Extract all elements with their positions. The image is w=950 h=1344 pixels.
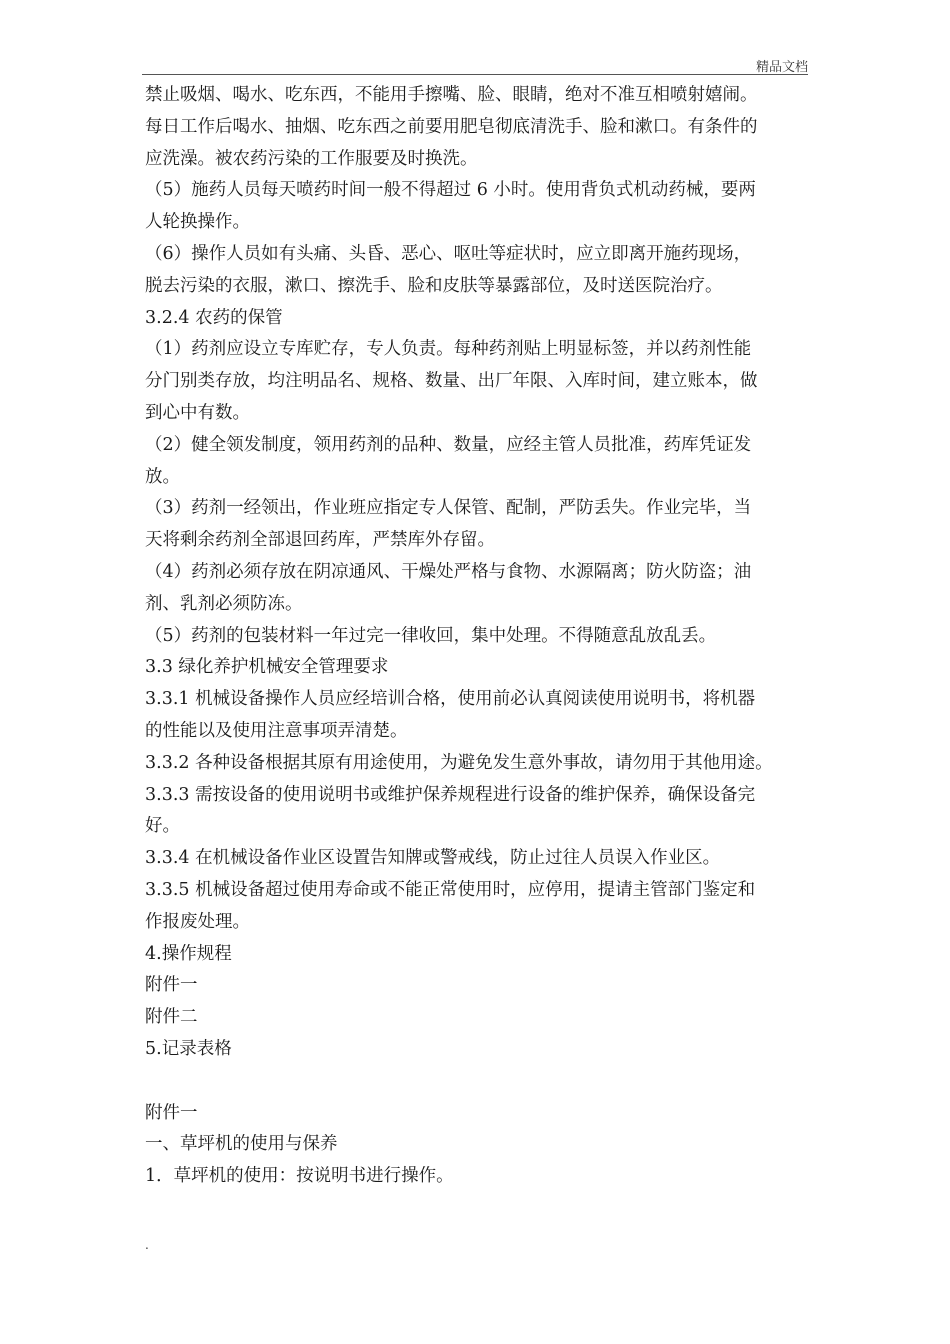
text-line: 3.2.4 农药的保管 (145, 307, 283, 328)
text-line: （5）药剂的包装材料一年过完一律收回，集中处理。不得随意乱放乱丢。 (145, 625, 717, 646)
page-header-label: 精品文档 (755, 60, 808, 75)
text-line: 4.操作规程 (145, 943, 232, 964)
text-line: 一、草坪机的使用与保养 (145, 1134, 338, 1155)
text-line: 5.记录表格 (145, 1038, 232, 1059)
text-line: 附件一 (145, 1102, 198, 1123)
text-line: 3.3.1 机械设备操作人员应经培训合格，使用前必认真阅读使用说明书，将机器 (145, 689, 756, 710)
text-line: 附件一 (145, 975, 198, 996)
text-line: 分门别类存放，均注明品名、规格、数量、出厂年限、入库时间，建立账本，做 (145, 371, 758, 392)
text-line: （3）药剂一经领出，作业班应指定专人保管、配制，严防丢失。作业完毕，当 (145, 498, 752, 519)
text-line: （5）施药人员每天喷药时间一般不得超过 6 小时。使用背负式机动药械，要两 (145, 180, 756, 201)
text-line: 3.3.4 在机械设备作业区设置告知牌或警戒线，防止过往人员误入作业区。 (145, 848, 721, 869)
text-line: 3.3.5 机械设备超过使用寿命或不能正常使用时，应停用，提请主管部门鉴定和 (145, 879, 756, 900)
text-line: 作报废处理。 (145, 911, 250, 932)
text-line: 剂、乳剂必须防冻。 (145, 593, 303, 614)
document-body (145, 80, 813, 1193)
text-line: 附件二 (145, 1007, 198, 1028)
text-line: 应洗澡。被农药污染的工作服要及时换洗。 (145, 148, 478, 169)
text-line: 的性能以及使用注意事项弄清楚。 (145, 720, 408, 741)
text-line: 3.3.3 需按设备的使用说明书或维护保养规程进行设备的维护保养，确保设备完 (145, 784, 756, 805)
text-line: （2）健全领发制度，领用药剂的品种、数量，应经主管人员批准，药库凭证发 (145, 434, 752, 455)
text-line: 禁止吸烟、喝水、吃东西，不能用手擦嘴、脸、眼睛，绝对不准互相喷射嬉闹。 (145, 85, 758, 105)
text-line: 到心中有数。 (145, 402, 250, 423)
text-line: 3.3 绿化养护机械安全管理要求 (145, 657, 389, 678)
text-line: （1）药剂应设立专库贮存，专人负责。每种药剂贴上明显标签，并以药剂性能 (145, 339, 752, 360)
text-line (145, 1066, 813, 1098)
text-line: 放。 (145, 466, 180, 487)
text-line: 3.3.2 各种设备根据其原有用途使用，为避免发生意外事故，请勿用于其他用途。 (145, 752, 773, 773)
text-line: （4）药剂必须存放在阴凉通风、干燥处严格与食物、水源隔离；防火防盗；油 (145, 561, 752, 582)
text-line: 每日工作后喝水、抽烟、吃东西之前要用肥皂彻底清洗手、脸和漱口。有条件的 (145, 116, 758, 137)
footer-mark: . (145, 1238, 149, 1252)
text-line: （6）操作人员如有头痛、头昏、恶心、呕吐等症状时，应立即离开施药现场， (145, 243, 752, 264)
text-line: 好。 (145, 816, 180, 837)
text-line: 人轮换操作。 (145, 212, 250, 233)
text-line: 天将剩余药剂全部退回药库，严禁库外存留。 (145, 530, 495, 551)
text-line: 脱去污染的衣服，漱口、擦洗手、脸和皮肤等暴露部位，及时送医院治疗。 (145, 275, 723, 296)
header-divider (142, 74, 808, 75)
text-line: 1．草坪机的使用：按说明书进行操作。 (145, 1166, 454, 1187)
